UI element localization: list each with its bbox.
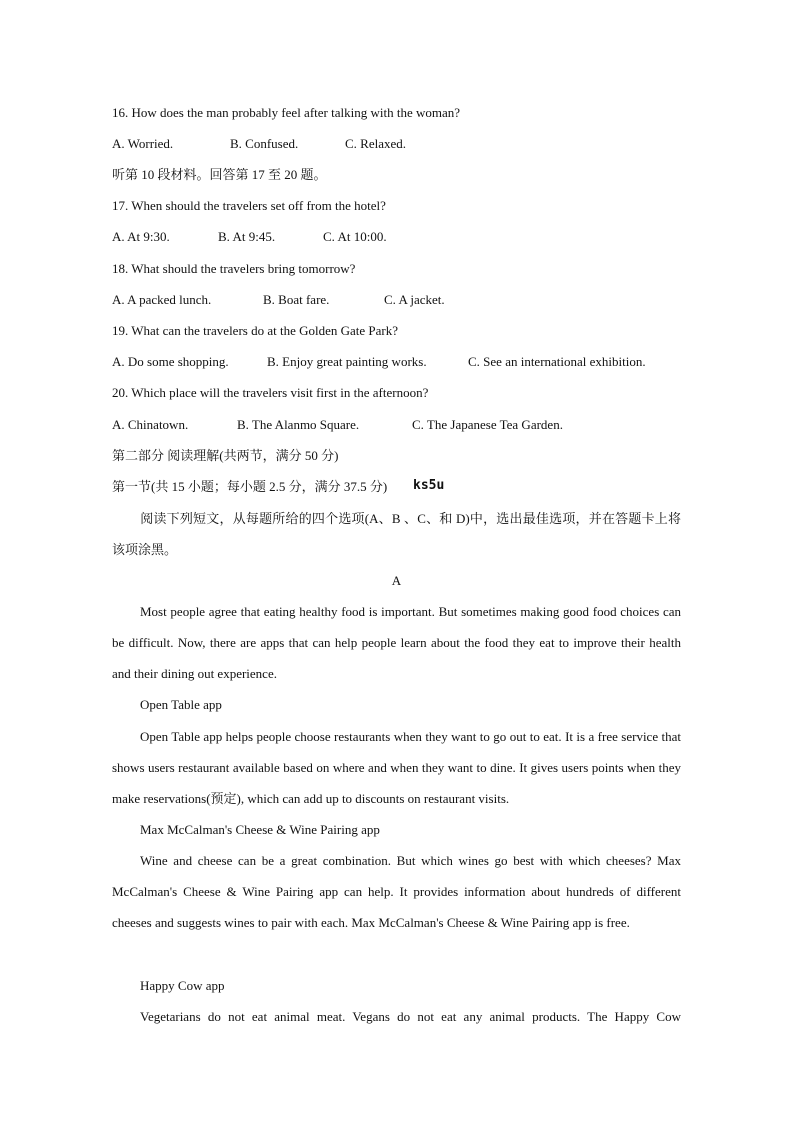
q17-option-c: C. At 10:00.: [323, 229, 387, 244]
app-3-paragraph-text: Vegetarians do not eat animal meat. Vegans do not eat any animal products. The Happy Cow: [140, 1009, 681, 1024]
app-1-title: Open Table app: [140, 697, 222, 712]
q17-option-b: B. At 9:45.: [218, 229, 276, 244]
question-17: 17. When should the travelers set off from the hotel?: [112, 198, 386, 213]
app-3-paragraph: [112, 1001, 681, 1032]
question-19: 19. What can the travelers do at the Golden Gate Park?: [112, 323, 399, 338]
q20-option-b: B. The Alanmo Square.: [237, 417, 360, 432]
app-1-paragraph: [112, 721, 681, 814]
q19-option-a: A. Do some shopping.: [112, 354, 229, 369]
q18-option-b: B. Boat fare.: [263, 292, 330, 307]
question-18: 18. What should the travelers bring tomorrow?: [112, 261, 356, 276]
intro-paragraph: [112, 596, 681, 689]
app-3-title: Happy Cow app: [140, 978, 225, 993]
question-20: 20. Which place will the travelers visit first in the afternoon?: [112, 385, 429, 400]
app-2-paragraph-text: Wine and cheese can be a great combination. But which wines go best with which cheeses? Max McCalman's Cheese & Wine Pairing app can help. It provides information about hundreds of different cheeses and suggests wines to pair with each. Max McCalman's Cheese & Wine Pairing app is free.: [112, 853, 681, 930]
part-2-section-1: 第一节(共 15 小题；每小题 2.5 分，满分 37.5 分): [112, 479, 388, 494]
question-16: 16. How does the man probably feel after talking with the woman?: [112, 105, 461, 120]
q20-option-a: A. Chinatown.: [112, 417, 189, 432]
section-10-instruction: 听第 10 段材料。回答第 17 至 20 题。: [112, 167, 327, 182]
q19-option-c: C. See an international exhibition.: [468, 354, 646, 369]
part-2-title: 第二部分 阅读理解(共两节，满分 50 分): [112, 448, 339, 463]
q18-option-c: C. A jacket.: [384, 292, 445, 307]
app-2-title: Max McCalman's Cheese & Wine Pairing app: [140, 822, 380, 837]
app-2-paragraph: [112, 845, 681, 938]
q16-option-b: B. Confused.: [230, 136, 299, 151]
q19-option-b: B. Enjoy great painting works.: [267, 354, 427, 369]
passage-label: A: [391, 573, 402, 588]
q17-option-a: A. At 9:30.: [112, 229, 170, 244]
reading-instructions-text: 阅读下列短文，从每题所给的四个选项(A、B 、C、和 D)中，选出最佳选项，并在答题卡上将该项涂黑。: [112, 511, 681, 557]
q18-option-a: A. A packed lunch.: [112, 292, 212, 307]
intro-paragraph-text: Most people agree that eating healthy food is important. But sometimes making good food choices can be difficult. Now, there are apps that can help people learn about the food they eat to improve their health and their dining out experience.: [112, 604, 681, 681]
q16-option-a: A. Worried.: [112, 136, 174, 151]
app-1-paragraph-text: Open Table app helps people choose restaurants when they want to go out to eat. It is a free service that shows users restaurant available based on where and when they want to dine. It gives users points when they make reservations(预定), which can add up to discounts on restaurant visits.: [112, 729, 681, 806]
q20-option-c: C. The Japanese Tea Garden.: [412, 417, 563, 432]
reading-instructions: [112, 503, 681, 565]
watermark-stamp: ks5u: [413, 478, 445, 493]
q16-option-c: C. Relaxed.: [345, 136, 407, 151]
